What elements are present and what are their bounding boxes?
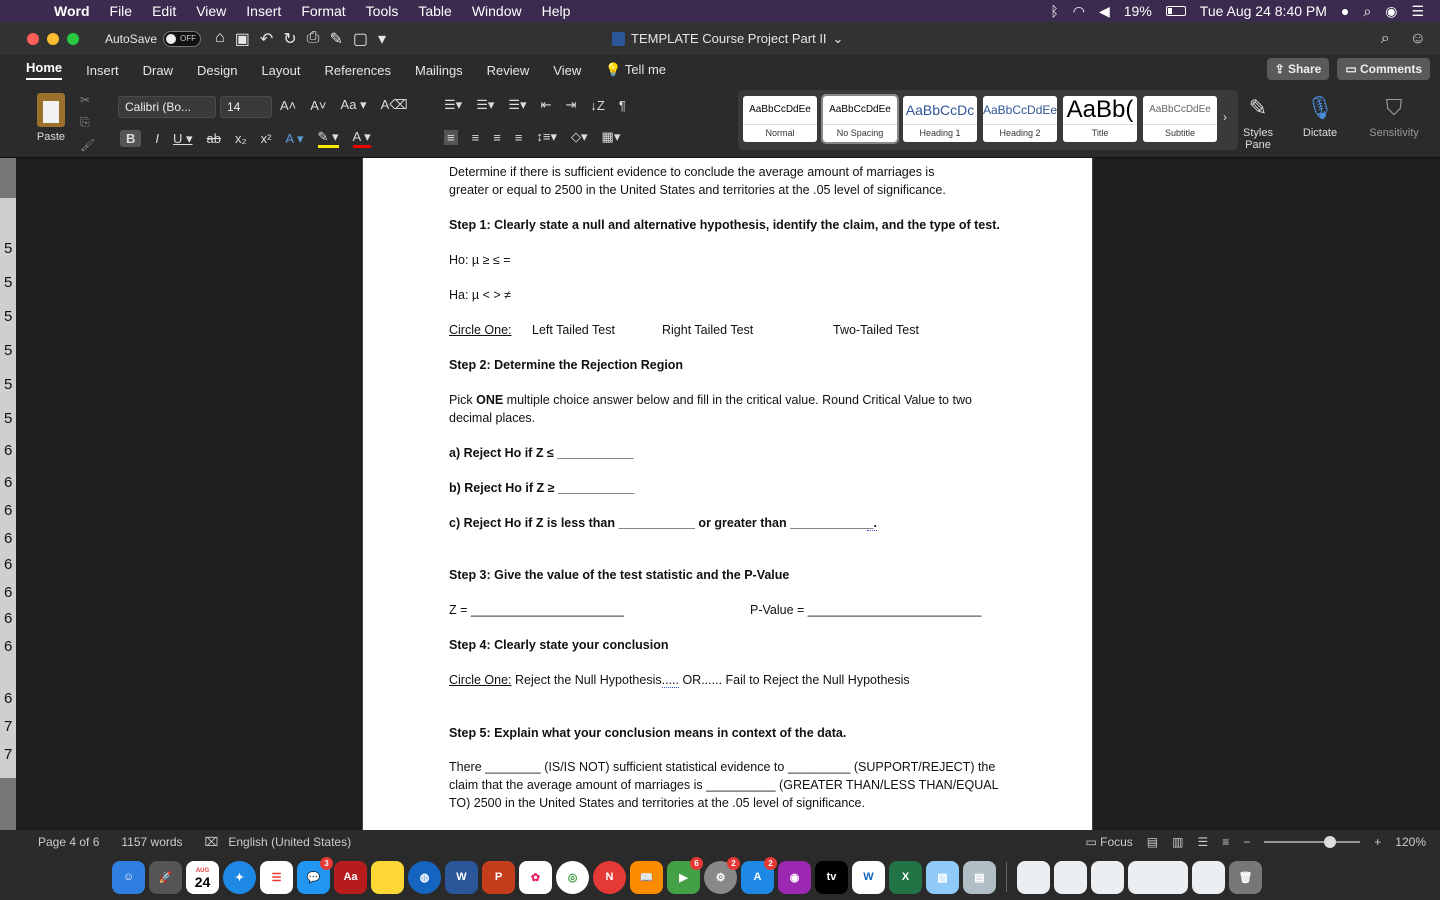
preview-icon[interactable]: ▧	[926, 861, 959, 894]
volume-icon[interactable]: ◀	[1098, 2, 1110, 19]
focus-button[interactable]	[1085, 835, 1132, 849]
finder-icon[interactable]: ☺	[112, 861, 145, 894]
test-type-row	[449, 321, 1019, 339]
zoom-window-button[interactable]	[67, 33, 79, 45]
align-right-icon[interactable]: ≡	[493, 129, 501, 145]
superscript-button[interactable]: x²	[260, 131, 272, 146]
chevron-right-icon[interactable]: ›	[1223, 110, 1227, 124]
menu-format[interactable]: Format	[301, 3, 346, 19]
photos-icon[interactable]: ✿	[519, 861, 552, 894]
highlight-icon[interactable]: ✎ ▾	[318, 129, 339, 148]
font-name-value: Calibri (Bo...	[125, 100, 192, 114]
close-window-button[interactable]	[27, 33, 39, 45]
strikethrough-button[interactable]: ab	[206, 131, 222, 146]
messages-icon[interactable]: 💬 3	[297, 861, 330, 894]
style-sample: AaBbCcDdEe	[749, 104, 811, 115]
ribbon-tabs	[0, 55, 1440, 85]
autosave-label: AutoSave	[105, 31, 158, 46]
reminders-icon[interactable]: ☰	[260, 861, 293, 894]
autosave-toggle[interactable]	[163, 31, 201, 47]
word-doc-icon	[612, 32, 625, 46]
tab-view[interactable]: View	[553, 62, 582, 78]
z-value-blank: Z = ______________________	[449, 603, 624, 617]
right-tailed-option: Right Tailed Test	[662, 323, 754, 337]
sensitivity-icon: ⛉	[1385, 95, 1403, 120]
step-3-heading: Step 3: Give the value of the test statistic and the P-Value	[449, 568, 790, 582]
clear-formatting-icon[interactable]: A⌫	[380, 97, 408, 112]
ruler-number: 6	[4, 474, 13, 491]
apple-tv-icon[interactable]: tv	[815, 861, 848, 894]
zoom-out-button[interactable]: −	[1243, 835, 1251, 849]
tab-home[interactable]: Home	[26, 60, 62, 80]
new-document-icon[interactable]: ▢	[352, 30, 368, 48]
lightbulb-icon: 💡	[605, 62, 622, 77]
document-thumbnail-icon[interactable]	[1054, 861, 1087, 894]
undo-icon[interactable]: ↶	[259, 30, 274, 48]
font-name-select[interactable]	[118, 96, 216, 118]
safari-icon[interactable]: ✦	[223, 861, 256, 894]
page-indicator[interactable]: Page 4 of 6	[38, 835, 100, 849]
webex-icon[interactable]: W	[852, 861, 885, 894]
edit-icon[interactable]: ✎	[329, 30, 343, 48]
window-thumbnail-icon[interactable]	[1128, 861, 1188, 894]
left-tailed-option: Left Tailed Test	[532, 323, 615, 337]
menu-tools[interactable]: Tools	[365, 3, 399, 19]
p-value-blank: P-Value = _________________________	[750, 603, 982, 617]
zoom-slider-handle[interactable]	[1324, 836, 1336, 848]
clipboard-icon	[37, 93, 65, 127]
powerpoint-app-icon[interactable]: P	[482, 861, 515, 894]
style-heading-1[interactable]	[903, 96, 977, 142]
ruler-number: 7	[4, 746, 13, 763]
utility-icon[interactable]: ▤	[963, 861, 996, 894]
bluetooth-icon[interactable]: ᛒ	[1050, 3, 1059, 19]
menu-bar	[0, 0, 1440, 22]
two-tailed-option: Two-Tailed Test	[833, 323, 919, 337]
autosave-state: OFF	[180, 34, 197, 43]
style-name: Heading 1	[903, 124, 977, 141]
dictate-label: Dictate	[1302, 127, 1338, 139]
trash-icon[interactable]: 🗑	[1229, 861, 1262, 894]
focus-icon: ▭	[1085, 835, 1101, 849]
quick-access-toolbar	[215, 29, 386, 49]
pick-text-line-2: decimal places.	[449, 411, 536, 425]
decrease-indent-icon[interactable]: ⇤	[540, 97, 552, 112]
document-title: TEMPLATE Course Project Part II	[631, 31, 827, 46]
step-4-heading: Step 4: Clearly state your conclusion	[449, 638, 669, 652]
app-store-icon[interactable]: A 2	[741, 861, 774, 894]
user-icon[interactable]: ●	[1340, 3, 1350, 19]
shrink-font-icon[interactable]: A˅	[310, 97, 327, 113]
sensitivity-button[interactable]	[1366, 93, 1422, 139]
styles-pane-button[interactable]	[1240, 93, 1276, 151]
tab-design[interactable]: Design	[196, 62, 238, 78]
ruler-number: 5	[4, 410, 13, 427]
font-size-value: 14	[227, 100, 241, 114]
menu-edit[interactable]: Edit	[152, 3, 177, 19]
facetime-icon[interactable]: ▶ 6	[667, 861, 700, 894]
customize-toolbar-icon[interactable]: ▾	[378, 30, 387, 48]
window-title-bar	[0, 22, 1440, 55]
comment-icon: ▭	[1345, 62, 1360, 76]
dictate-button[interactable]	[1300, 93, 1340, 139]
chevron-down-icon: ⌄	[832, 30, 844, 46]
style-heading-2[interactable]	[983, 96, 1057, 142]
spotlight-icon[interactable]: ⌕	[1363, 2, 1372, 19]
pick-text-rest: multiple choice answer below and fill in the critical value. Round Critical Value to two	[503, 393, 972, 407]
tell-me-label: Tell me	[624, 62, 667, 77]
circle-one-label: Circle One:	[449, 323, 512, 337]
tab-layout[interactable]: Layout	[261, 62, 301, 78]
menu-window[interactable]: Window	[471, 3, 522, 19]
italic-button[interactable]: I	[155, 131, 160, 146]
conclusion-row	[449, 671, 1019, 689]
style-title[interactable]	[1063, 96, 1137, 142]
language-indicator[interactable]: English (United States)	[228, 835, 352, 849]
window-controls	[27, 33, 79, 45]
pick-text: Pick	[449, 393, 477, 407]
final-paragraph	[449, 758, 1029, 812]
align-left-icon[interactable]: ≡	[444, 130, 458, 145]
style-sample: AaBbCcDc	[905, 102, 975, 118]
tab-insert[interactable]: Insert	[86, 62, 119, 78]
tab-draw[interactable]: Draw	[142, 62, 173, 78]
ruler-number: 6	[4, 584, 13, 601]
intro-line-1: Determine if there is sufficient evidence to conclude the average amount of marriages is	[449, 165, 935, 179]
conclusion-dots: .....	[661, 673, 679, 687]
borders-icon[interactable]: ▦▾	[601, 129, 621, 144]
proofing-icon[interactable]: ⌧	[204, 835, 219, 849]
document-canvas	[16, 158, 1440, 830]
ruler-number: 7	[4, 718, 13, 735]
ruler-margin-bottom	[0, 778, 16, 830]
style-sample: AaBb(	[1066, 96, 1134, 123]
document-title-area[interactable]	[612, 22, 843, 55]
ribbon-home	[0, 85, 1440, 158]
final-line-1: There ________ (IS/IS NOT) sufficient statistical evidence to _________ (SUPPORT/REJECT) the	[449, 760, 996, 774]
circle-one-label: Circle One:	[449, 673, 512, 687]
line-spacing-icon[interactable]: ↕≡▾	[536, 129, 557, 144]
style-name: No Spacing	[823, 124, 897, 141]
change-case-icon[interactable]: Aa ▾	[340, 97, 367, 112]
account-icon[interactable]: ☺	[1409, 29, 1426, 47]
app-store-badge: 2	[764, 857, 777, 870]
tab-review[interactable]: Review	[486, 62, 530, 78]
comments-button[interactable]	[1337, 58, 1430, 80]
grow-font-icon[interactable]: A˄	[280, 97, 297, 113]
style-normal[interactable]	[743, 96, 817, 142]
redo-icon[interactable]: ↻	[283, 30, 297, 48]
minimize-window-button[interactable]	[47, 33, 59, 45]
numbering-icon[interactable]: ☰▾	[476, 97, 495, 112]
align-center-icon[interactable]: ≡	[471, 129, 480, 145]
zoom-slider[interactable]	[1264, 841, 1360, 843]
ruler-number: 6	[4, 442, 13, 459]
text-effects-icon[interactable]: A ▾	[285, 130, 304, 146]
podcasts-icon[interactable]: ◉	[778, 861, 811, 894]
style-name: Subtitle	[1143, 124, 1217, 141]
null-hypothesis: Ho: µ ≥ ≤ =	[449, 253, 511, 267]
ruler-number: 5	[4, 274, 13, 291]
styles-pane-icon: ✎	[1248, 95, 1268, 120]
launchpad-icon[interactable]: 🚀	[149, 861, 182, 894]
sort-icon[interactable]: ↓Z	[590, 97, 605, 113]
cut-icon[interactable]: ✂	[80, 93, 91, 107]
format-painter-icon[interactable]: 🖌	[80, 138, 96, 152]
print-layout-icon[interactable]: ▤	[1146, 835, 1159, 849]
messages-badge: 3	[320, 857, 333, 870]
tell-me[interactable]	[605, 62, 666, 78]
comments-label: Comments	[1359, 62, 1422, 76]
chrome-icon[interactable]: ◎	[556, 861, 589, 894]
document-thumbnail-icon[interactable]	[1091, 861, 1124, 894]
ruler-number: 5	[4, 376, 13, 393]
tab-mailings[interactable]: Mailings	[414, 62, 463, 78]
focus-label: Focus	[1100, 835, 1133, 849]
final-line-2: claim that the average amount of marriages is __________ (GREATER THAN/LESS THAN/EQUAL	[449, 778, 999, 792]
status-bar	[0, 830, 1440, 854]
option-c-text: c) Reject Ho if Z is less than ___________ or greater than ___________	[449, 516, 867, 530]
ruler-number: 5	[4, 308, 13, 325]
document-page[interactable]	[362, 158, 1093, 830]
option-a: a) Reject Ho if Z ≤ ___________	[449, 446, 634, 460]
final-line-3: TO) 2500 in the United States and territories at the .05 level of significance.	[449, 796, 865, 810]
ruler-number: 6	[4, 690, 13, 707]
pick-one-emphasis: ONE	[476, 393, 504, 407]
menu-view[interactable]: View	[196, 3, 227, 19]
menu-table[interactable]: Table	[418, 3, 452, 19]
sensitivity-label: Sensitivity	[1369, 127, 1419, 139]
siri-icon[interactable]: ◉	[1385, 2, 1398, 19]
paragraph-marks-icon[interactable]: ¶	[618, 97, 626, 113]
word-app-icon[interactable]: W	[445, 861, 478, 894]
styles-pane-label: Styles Pane	[1243, 127, 1273, 151]
microphone-icon: 🎙	[1306, 95, 1334, 120]
document-thumbnail-icon[interactable]	[1017, 861, 1050, 894]
ruler-number: 6	[4, 638, 13, 655]
style-sample: AaBbCcDdEe	[829, 104, 891, 115]
subscript-button[interactable]: x₂	[235, 131, 247, 146]
draft-view-icon[interactable]: ≡	[1222, 835, 1230, 849]
ruler-number: 6	[4, 502, 13, 519]
news-badge: 2	[727, 857, 740, 870]
web-layout-icon[interactable]: ▥	[1172, 835, 1184, 849]
search-icon[interactable]: ⌕	[1380, 29, 1390, 47]
justify-icon[interactable]: ≡	[514, 129, 523, 145]
excel-app-icon[interactable]: X	[889, 861, 922, 894]
save-icon[interactable]: ▣	[234, 30, 250, 48]
style-sample: AaBbCcDdEe	[983, 103, 1057, 117]
share-icon: ⇪	[1274, 62, 1288, 76]
dock-separator	[1006, 862, 1007, 892]
ruler-number: 6	[4, 556, 13, 573]
style-name: Heading 2	[983, 124, 1057, 141]
ruler-number: 5	[4, 240, 13, 257]
zoom-level[interactable]: 120%	[1395, 835, 1426, 849]
font-color-icon[interactable]: A ▾	[353, 129, 371, 148]
window-thumbnail-icon[interactable]	[1192, 861, 1225, 894]
ruler-number: 6	[4, 610, 13, 627]
step-2-heading: Step 2: Determine the Rejection Region	[449, 358, 684, 372]
fail-to-reject-option: OR...... Fail to Reject the Null Hypothesis	[678, 673, 910, 687]
word-count[interactable]: 1157 words	[121, 835, 183, 849]
calendar-month: AUG	[195, 868, 210, 874]
facetime-badge: 6	[690, 857, 703, 870]
calendar-day: 24	[194, 874, 211, 890]
test-statistic-row	[449, 601, 1019, 619]
option-c	[449, 514, 1049, 532]
control-center-icon[interactable]: ☰	[1411, 2, 1424, 19]
ruler-number: 5	[4, 342, 13, 359]
instructions-paragraph	[449, 391, 1019, 427]
books-icon[interactable]: 📖	[630, 861, 663, 894]
menu-file[interactable]: File	[109, 3, 133, 19]
ruler-number: 6	[4, 530, 13, 547]
share-label: Share	[1287, 62, 1322, 76]
dock	[0, 854, 1440, 900]
increase-indent-icon[interactable]: ⇥	[565, 97, 577, 112]
share-button[interactable]	[1267, 58, 1330, 80]
intro-line-2: greater or equal to 2500 in the United States and territories at the .05 level of significance.	[449, 183, 946, 197]
battery-percent: 19%	[1123, 3, 1152, 19]
style-name: Normal	[743, 124, 817, 141]
paste-label: Paste	[36, 131, 66, 143]
battery-icon[interactable]	[1166, 6, 1186, 16]
calendar-icon[interactable]	[186, 861, 219, 894]
bold-button[interactable]: B	[120, 130, 141, 147]
menu-insert[interactable]: Insert	[246, 3, 282, 19]
vertical-ruler[interactable]	[0, 158, 16, 830]
outline-view-icon[interactable]: ☰	[1197, 835, 1209, 849]
step-5-heading: Step 5: Explain what your conclusion means in context of the data.	[449, 726, 847, 740]
style-subtitle[interactable]	[1143, 96, 1217, 142]
tab-references[interactable]: References	[324, 62, 391, 78]
news-icon[interactable]: N	[593, 861, 626, 894]
home-icon[interactable]: ⌂	[215, 28, 225, 46]
copy-icon[interactable]: ⎘	[80, 115, 90, 129]
notes-icon[interactable]	[371, 861, 404, 894]
clock[interactable]: Tue Aug 24 8:40 PM	[1199, 3, 1327, 19]
paste-button[interactable]	[28, 93, 74, 143]
step-1-heading: Step 1: Clearly state a null and alternative hypothesis, identify the claim, and the type of test.	[449, 218, 1000, 232]
wifi-icon[interactable]: ◠	[1072, 2, 1085, 19]
menu-help[interactable]: Help	[541, 3, 571, 19]
bullets-icon[interactable]: ☰▾	[444, 97, 463, 112]
globe-icon[interactable]: ◍	[408, 861, 441, 894]
system-preferences-icon[interactable]: ⚙ 2	[704, 861, 737, 894]
zoom-in-button[interactable]: +	[1374, 835, 1382, 849]
multilevel-list-icon[interactable]: ☰▾	[508, 97, 527, 112]
autosave-control	[105, 31, 201, 47]
shading-icon[interactable]: ◇▾	[571, 129, 588, 144]
menu-app-word[interactable]: Word	[54, 3, 90, 19]
alternative-hypothesis: Ha: µ < > ≠	[449, 288, 512, 302]
intro-paragraph	[449, 163, 1019, 199]
ruler-margin-top	[0, 158, 16, 198]
underline-button[interactable]: U ▾	[173, 130, 193, 146]
dictionary-icon[interactable]: Aa	[334, 861, 367, 894]
option-c-tail: _.	[866, 516, 878, 530]
print-icon[interactable]: ⎙	[306, 28, 320, 46]
style-no-spacing[interactable]	[823, 96, 897, 142]
font-size-select[interactable]	[220, 96, 272, 118]
style-name: Title	[1063, 124, 1137, 141]
styles-gallery	[738, 90, 1238, 150]
reject-option: Reject the Null Hypothesis	[511, 673, 662, 687]
style-sample: AaBbCcDdEe	[1149, 104, 1211, 115]
option-b: b) Reject Ho if Z ≥ ___________	[449, 481, 635, 495]
